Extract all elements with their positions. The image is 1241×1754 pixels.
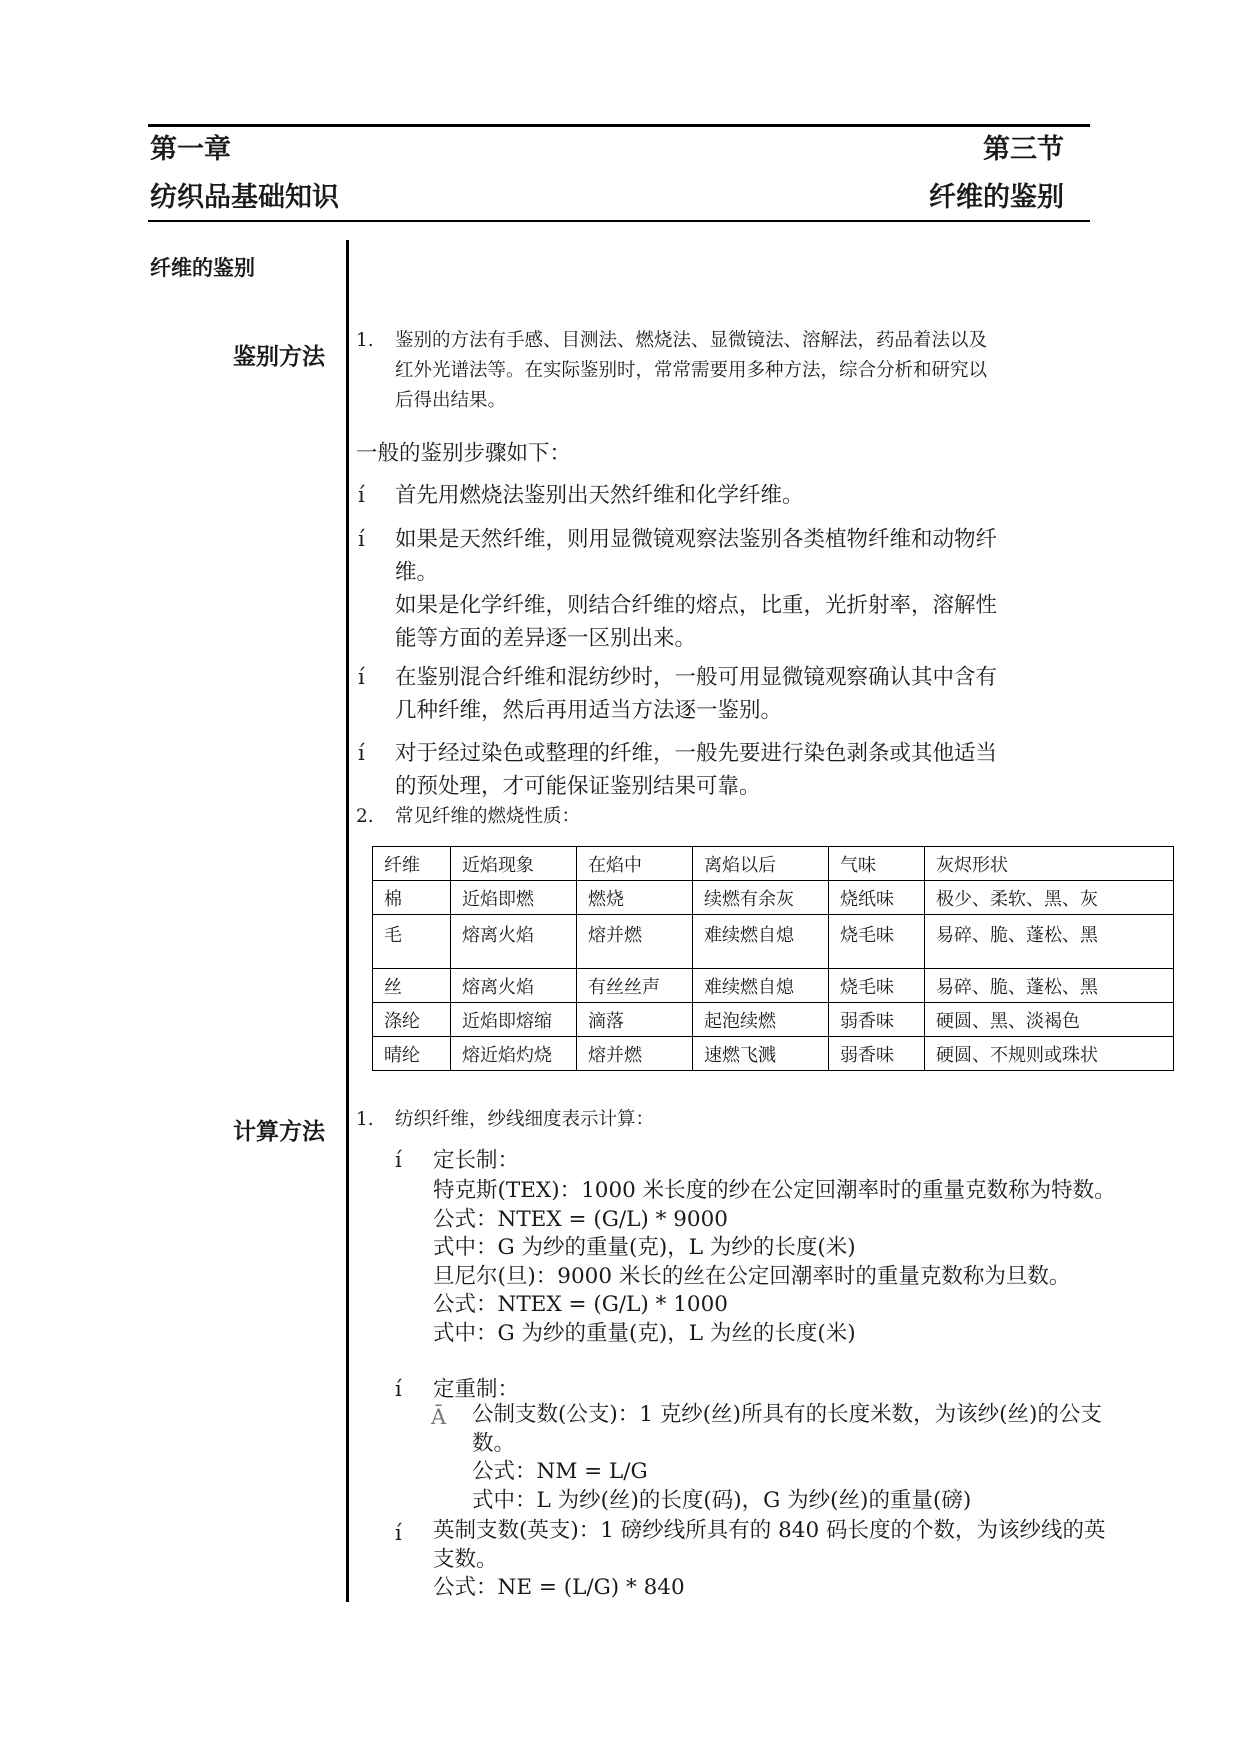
sidebar-methods-label: 鉴别方法 — [233, 344, 325, 370]
sidebar-topic: 纤维的鉴别 — [150, 256, 255, 280]
table-header-cell: 近焰现象 — [451, 847, 577, 881]
methods-item1-number: 1. — [356, 330, 374, 351]
text-line: 支数。 — [433, 1546, 498, 1572]
table-cell: 熔离火焰 — [451, 969, 577, 1003]
text-line: 如果是化学纤维，则结合纤维的熔点，比重，光折射率，溶解性 — [395, 593, 998, 618]
bullet-glyph: í — [395, 1377, 402, 1401]
step-1 — [395, 479, 804, 512]
table-cell: 烧毛味 — [829, 969, 925, 1003]
text-line: 鉴别的方法有手感、目测法、燃烧法、显微镜法、溶解法，药品着法以及 — [395, 330, 988, 351]
header-bottom-rule — [148, 220, 1090, 222]
text-line: 在鉴别混合纤维和混纺纱时，一般可用显微镜观察确认其中含有 — [395, 665, 998, 690]
bullet-glyph: í — [395, 1521, 402, 1545]
table-cell: 熔并燃 — [577, 915, 693, 969]
bullet-glyph: í — [358, 741, 365, 765]
step-2 — [395, 523, 997, 655]
text-line: 能等方面的差异逐一区别出来。 — [395, 626, 697, 651]
text-line: 公式：NTEX = (G/L) * 9000 — [433, 1206, 728, 1232]
chapter-number: 第一章 — [150, 134, 231, 165]
table-cell: 熔离火焰 — [451, 915, 577, 969]
table-header-cell: 纤维 — [373, 847, 451, 881]
table-cell: 难续燃自熄 — [693, 969, 829, 1003]
text-line: 的预处理，才可能保证鉴别结果可靠。 — [395, 774, 761, 799]
table-cell: 硬圆、黑、淡褐色 — [925, 1003, 1174, 1037]
table-cell: 熔并燃 — [577, 1037, 693, 1071]
methods-item1-text — [395, 326, 987, 416]
column-divider — [346, 240, 349, 1602]
table-cell: 有丝丝声 — [577, 969, 693, 1003]
text-line: 特克斯(TEX)：1000 米长度的纱在公定回潮率时的重量克数称为特数。 — [433, 1178, 1116, 1203]
table-cell: 涤纶 — [373, 1003, 451, 1037]
table-cell: 燃烧 — [577, 881, 693, 915]
text-line: 几种纤维，然后再用适当方法逐一鉴别。 — [395, 698, 783, 723]
table-header-cell: 气味 — [829, 847, 925, 881]
section-title: 纤维的鉴别 — [929, 182, 1064, 213]
table-header-cell: 灰烬形状 — [925, 847, 1174, 881]
step-4 — [395, 737, 997, 803]
table-header-row — [373, 847, 1174, 881]
table-cell: 速燃飞溅 — [693, 1037, 829, 1071]
step-3 — [395, 661, 997, 727]
table-cell: 近焰即燃 — [451, 881, 577, 915]
table-row — [373, 1003, 1174, 1037]
table-row — [373, 915, 1174, 969]
fixed-weight-title: 定重制： — [433, 1377, 520, 1402]
bullet-glyph: í — [395, 1148, 402, 1172]
methods-item2-text: 常见纤维的燃烧性质： — [395, 806, 581, 827]
chapter-title: 纺织品基础知识 — [150, 182, 339, 213]
text-line: 旦尼尔(旦)：9000 米长的丝在公定回潮率时的重量克数称为旦数。 — [433, 1263, 1071, 1289]
table-row — [373, 969, 1174, 1003]
table-cell: 弱香味 — [829, 1037, 925, 1071]
steps-intro: 一般的鉴别步骤如下： — [356, 441, 572, 466]
fixed-length-block — [433, 1144, 1116, 1348]
table-cell: 起泡续燃 — [693, 1003, 829, 1037]
table-cell: 毛 — [373, 915, 451, 969]
header-top-rule — [148, 124, 1090, 127]
table-row — [373, 1037, 1174, 1071]
table-cell: 滴落 — [577, 1003, 693, 1037]
burning-properties-table — [372, 846, 1174, 1071]
table-cell: 难续燃自熄 — [693, 915, 829, 969]
table-cell: 近焰即熔缩 — [451, 1003, 577, 1037]
bullet-glyph: í — [358, 483, 365, 507]
methods-item2-number: 2. — [356, 806, 374, 827]
text-line: 首先用燃烧法鉴别出天然纤维和化学纤维。 — [395, 483, 804, 508]
text-line: 公式：NTEX = (G/L) * 1000 — [433, 1292, 728, 1317]
table-cell: 烧毛味 — [829, 915, 925, 969]
section-number: 第三节 — [983, 134, 1064, 165]
table-cell: 弱香味 — [829, 1003, 925, 1037]
table-header-cell: 离焰以后 — [693, 847, 829, 881]
metric-count-block — [472, 1401, 1102, 1515]
calc-item1-text: 纺织纤维，纱线细度表示计算： — [395, 1109, 655, 1130]
text-line: 红外光谱法等。在实际鉴别时，常常需要用多种方法，综合分析和研究以 — [395, 360, 988, 381]
text-line: 公制支数(公支)：1 克纱(丝)所具有的长度米数，为该纱(丝)的公支 — [472, 1402, 1102, 1427]
table-row — [373, 881, 1174, 915]
text-line: 公式：NE = (L/G) * 840 — [433, 1575, 685, 1600]
table-cell: 极少、柔软、黑、灰 — [925, 881, 1174, 915]
table-cell: 硬圆、不规则或珠状 — [925, 1037, 1174, 1071]
table-cell: 烧纸味 — [829, 881, 925, 915]
table-cell: 晴纶 — [373, 1037, 451, 1071]
text-line: 式中：G 为纱的重量(克)，L 为丝的长度(米) — [433, 1320, 856, 1346]
text-line: 维。 — [395, 560, 439, 585]
table-cell: 续燃有余灰 — [693, 881, 829, 915]
bullet-glyph: í — [358, 665, 365, 689]
table-header-cell: 在焰中 — [577, 847, 693, 881]
text-line: 后得出结果。 — [395, 390, 507, 411]
text-line: 式中：G 为纱的重量(克)，L 为纱的长度(米) — [433, 1235, 856, 1260]
calc-item1-number: 1. — [356, 1109, 374, 1130]
table-cell: 易碎、脆、蓬松、黑 — [925, 915, 1174, 969]
text-line: 式中：L 为纱(丝)的长度(码)，G 为纱(丝)的重量(磅) — [472, 1487, 972, 1513]
sidebar-calc-label: 计算方法 — [233, 1119, 325, 1145]
table-cell: 棉 — [373, 881, 451, 915]
sub-bullet-glyph: Ā — [431, 1405, 447, 1429]
table-cell: 易碎、脆、蓬松、黑 — [925, 969, 1174, 1003]
text-line: 数。 — [472, 1430, 516, 1456]
text-line: 公式：NM = L/G — [472, 1459, 648, 1484]
bullet-glyph: í — [358, 527, 365, 551]
english-count-block — [433, 1517, 1106, 1603]
text-line: 如果是天然纤维，则用显微镜观察法鉴别各类植物纤维和动物纤 — [395, 527, 998, 552]
text-line: 英制支数(英支)：1 磅纱线所具有的 840 码长度的个数，为该纱线的英 — [433, 1518, 1106, 1543]
table-cell: 丝 — [373, 969, 451, 1003]
table-cell: 熔近焰灼烧 — [451, 1037, 577, 1071]
text-line: 对于经过染色或整理的纤维，一般先要进行染色剥条或其他适当 — [395, 741, 998, 766]
fixed-length-title: 定长制： — [433, 1148, 520, 1173]
